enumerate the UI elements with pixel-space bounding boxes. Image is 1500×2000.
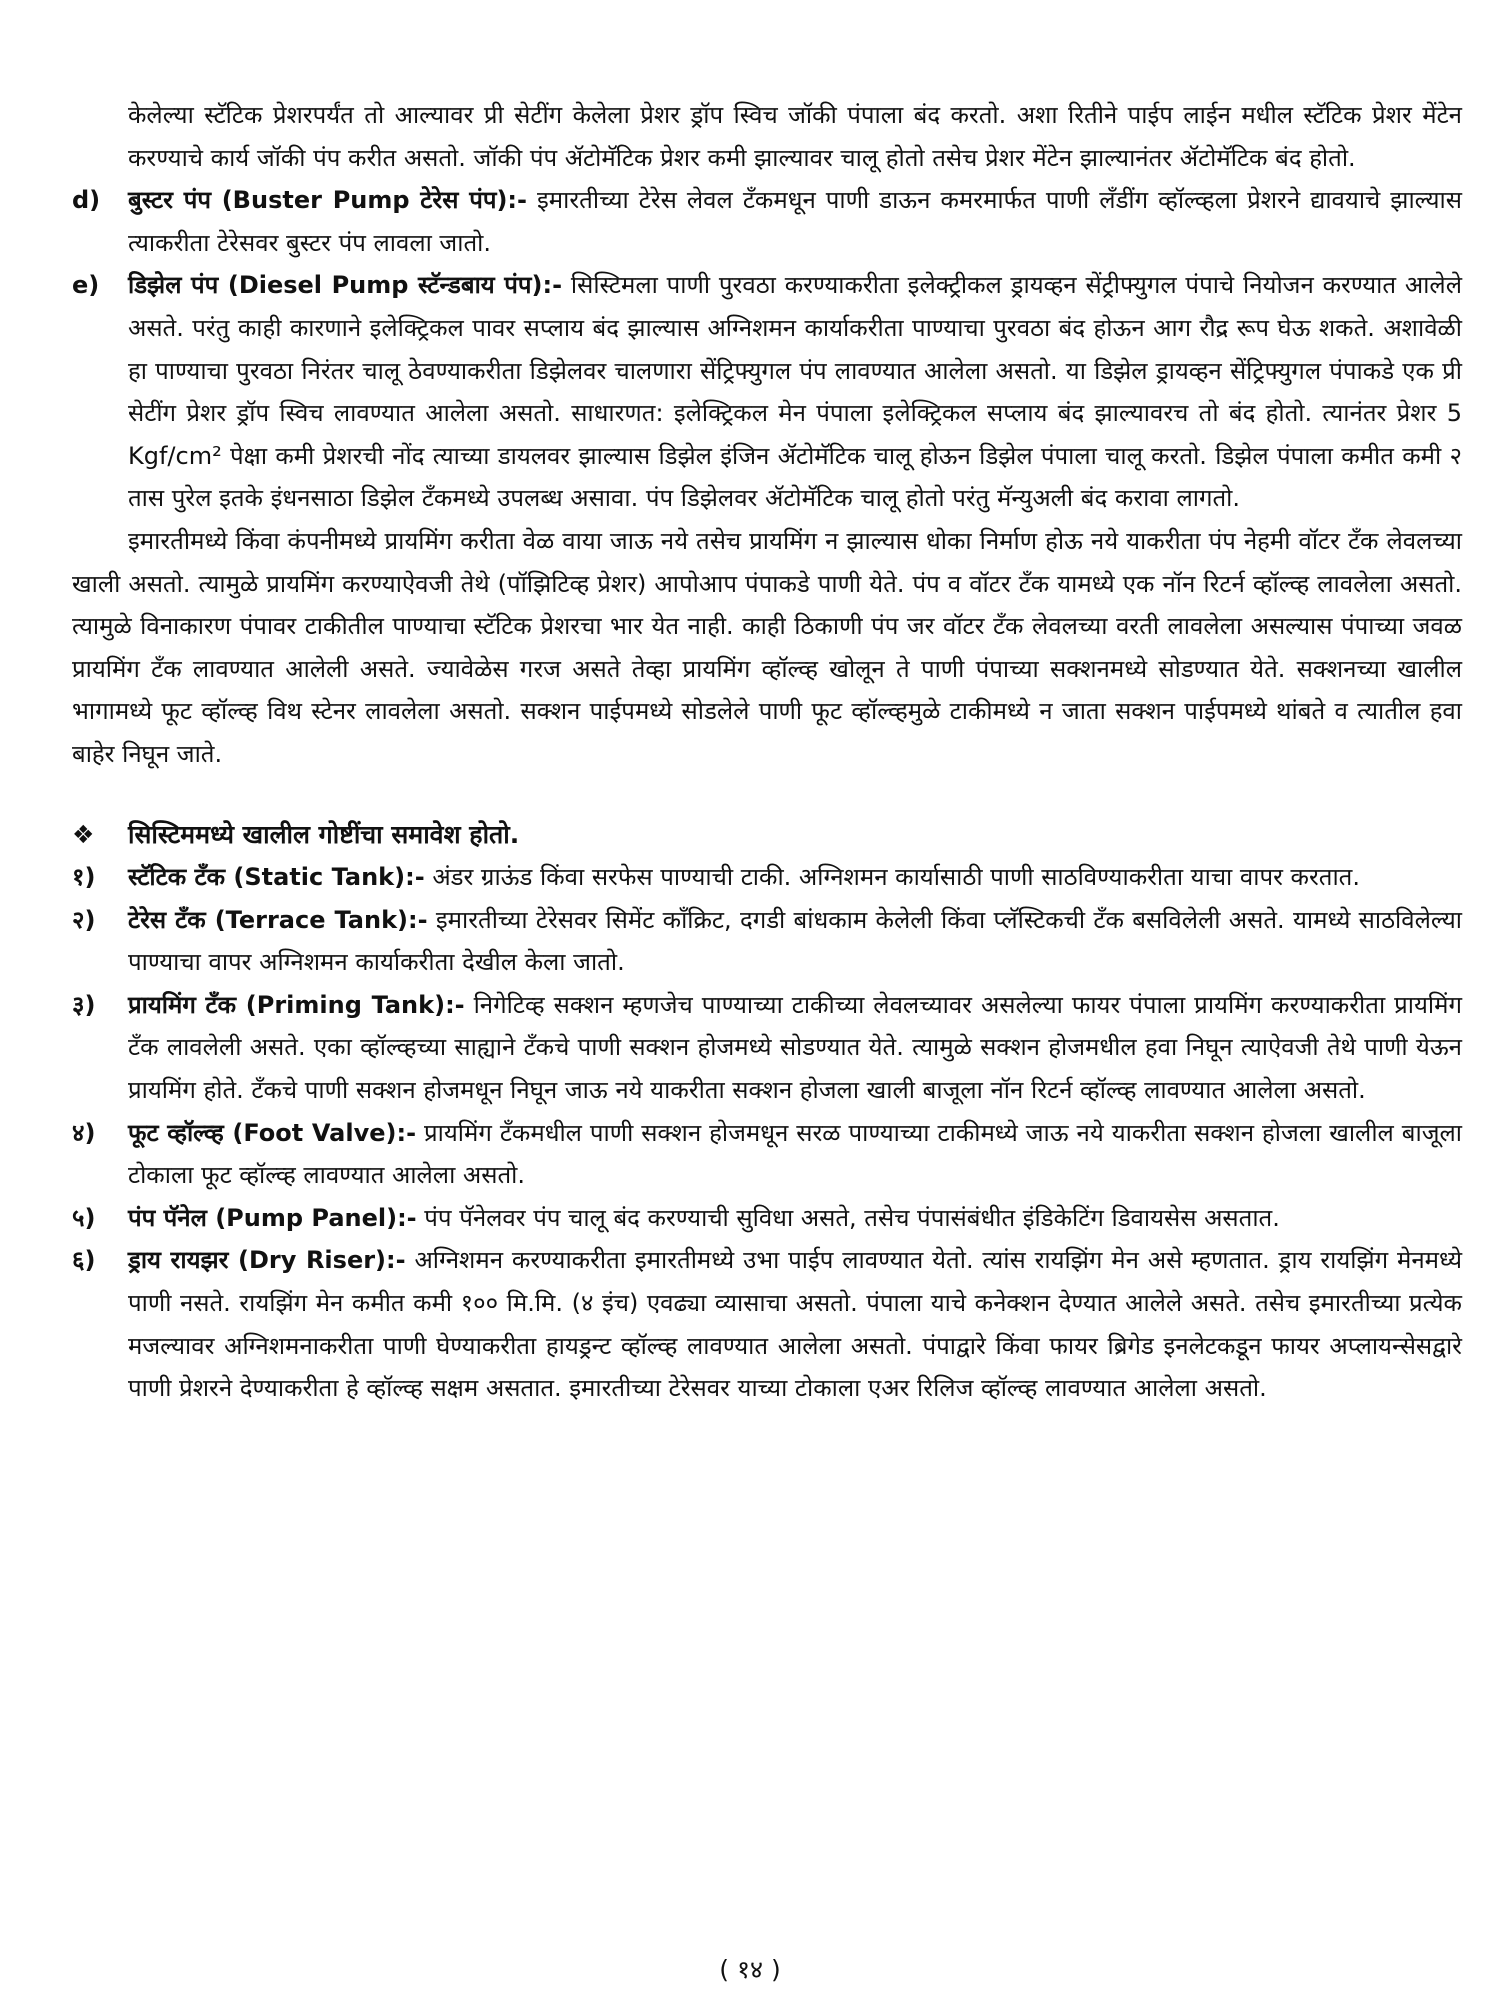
item-label: d): [72, 186, 101, 215]
item-heading: स्टॅटिक टँक (Static Tank):-: [128, 863, 425, 892]
item-heading: डिझेल पंप (Diesel Pump स्टॅन्डबाय पंप):-: [128, 271, 563, 300]
page-number: ( १४ ): [719, 1955, 781, 1984]
item-text: प्रायमिंग टँकमधील पाणी सक्शन होजमधून सरळ पाण्याच्या टाकीमध्ये जाऊ नये याकरीता सक्शन होजला खालील बाजूला टोकाला फूट व्हॉल्व्ह लावण्यात आलेला असतो.: [128, 1118, 1462, 1190]
page-content: [72, 94, 1462, 1410]
item-body: [128, 899, 1462, 984]
component-item-dry-riser: [72, 1239, 1462, 1409]
item-body: [128, 179, 1462, 264]
item-body: [128, 984, 1462, 1112]
pump-item-buster: [72, 179, 1462, 264]
item-text: सिस्टिमला पाणी पुरवठा करण्याकरीता इलेक्ट्रीकल ड्रायव्हन सेंट्रीफ्युगल पंपाचे नियोजन करण्यात आलेले असते. परंतु काही कारणाने इलेक्ट्रिकल पावर सप्लाय बंद झाल्यास अग्निशमन कार्याकरीता पाण्याचा पुरवठा बंद होऊन आग रौद्र रूप घेऊ शकते. अशावेळी हा पाण्याचा पुरवठा निरंतर चालू ठेवण्याकरीता डिझेलवर चालणारा सेंट्रिफ्युगल पंप लावण्यात आलेला असतो. या डिझेल ड्रायव्हन सेंट्रिफ्युगल पंपाकडे एक प्री सेटींग प्रेशर ड्रॉप स्विच लावण्यात आलेला असतो. साधारणत: इलेक्ट्रिकल मेन पंपाला इलेक्ट्रिकल सप्लाय बंद झाल्यावरच तो बंद होतो. त्यानंतर प्रेशर 5 Kgf/cm² पेक्षा कमी प्रेशरची नोंद त्याच्या डायलवर झाल्यास डिझेल इंजिन ॲटोमॅटिक चालू होऊन डिझेल पंपाला चालू करतो. डिझेल पंपाला कमीत कमी २ तास पुरेल इतके इंधनसाठा डिझेल टँकमध्ये उपलब्ध असावा. पंप डिझेलवर ॲटोमॅटिक चालू होतो परंतु मॅन्युअली बंद करावा लागतो.: [128, 271, 1462, 513]
item-label: १): [72, 863, 96, 892]
item-heading: पंप पॅनेल (Pump Panel):-: [128, 1203, 417, 1232]
item-label: ६): [72, 1246, 96, 1275]
item-heading: बुस्टर पंप (Buster Pump टेरेस पंप):-: [128, 186, 527, 215]
component-item-pump-panel: [72, 1197, 1462, 1240]
item-text: इमारतीच्या टेरेस लेवल टँकमधून पाणी डाऊन कमरमार्फत पाणी लँडींग व्हॉल्व्हला प्रेशरने द्यावयाचे झाल्यास त्याकरीता टेरेसवर बुस्टर पंप लावला जातो.: [128, 186, 1462, 257]
item-heading: टेरेस टँक (Terrace Tank):-: [128, 905, 428, 934]
item-label: e): [72, 271, 100, 300]
item-body: [128, 1112, 1462, 1197]
item-text: अंडर ग्राऊंड किंवा सरफेस पाण्याची टाकी. अग्निशमन कार्यासाठी पाणी साठविण्याकरीता याचा वापर करतात.: [432, 863, 1360, 892]
item-body: [128, 1197, 1462, 1240]
item-heading: फूट व्हॉल्व्ह (Foot Valve):-: [128, 1118, 417, 1147]
component-item-priming-tank: [72, 984, 1462, 1112]
section-title: सिस्टिममध्ये खालील गोष्टींचा समावेश होतो.: [128, 819, 520, 849]
item-label: ५): [72, 1203, 96, 1232]
item-text: अग्निशमन करण्याकरीता इमारतीमध्ये उभा पाईप लावण्यात येतो. त्यांस रायझिंग मेन असे म्हणतात. ड्राय रायझिंग मेनमध्ये पाणी नसते. रायझिंग मेन कमीत कमी १०० मि.मि. (४ इंच) एवढ्या व्यासाचा असतो. पंपाला याचे कनेक्शन देण्यात आलेले असते. तसेच इमारतीच्या प्रत्येक मजल्यावर अग्निशमनाकरीता पाणी घेण्याकरीता हायड्रन्ट व्हॉल्व्ह लावण्यात आलेला असतो. पंपाद्वारे किंवा फायर ब्रिगेड इनलेटकडून फायर अप्लायन्सेसद्वारे पाणी प्रेशरने देण्याकरीता हे व्हॉल्व्ह सक्षम असतात. इमारतीच्या टेरेसवर याच्या टोकाला एअर रिलिज व्हॉल्व्ह लावण्यात आलेला असतो.: [128, 1246, 1462, 1403]
item-label: ४): [72, 1118, 96, 1147]
item-body: [128, 264, 1462, 520]
component-item-foot-valve: [72, 1112, 1462, 1197]
component-item-static-tank: [72, 856, 1462, 899]
item-text: इमारतीच्या टेरेसवर सिमेंट कॉंक्रिट, दगडी बांधकाम केलेली किंवा प्लॅस्टिकची टँक बसविलेली असते. यामध्ये साठविलेल्या पाण्याचा वापर अग्निशमन कार्याकरीता देखील केला जातो.: [128, 905, 1462, 977]
section-bullet-icon: ❖: [72, 819, 95, 849]
item-label: ३): [72, 990, 96, 1019]
item-text: निगेटिव्ह सक्शन म्हणजेच पाण्याच्या टाकीच्या लेवलच्यावर असलेल्या फायर पंपाला प्रायमिंग करण्याकरीता प्रायमिंग टँक लावलेली असते. एका व्हॉल्व्हच्या साह्याने टँकचे पाणी सक्शन होजमध्ये सोडण्यात येते. त्यामुळे सक्शन होजमधील हवा निघून त्याऐवजी तेथे पाणी येऊन प्रायमिंग होते. टँकचे पाणी सक्शन होजमधून निघून जाऊ नये याकरीता सक्शन होजला खाली बाजूला नॉन रिटर्न व्हॉल्व्ह लावण्यात आलेला असतो.: [128, 990, 1462, 1105]
item-heading: प्रायमिंग टँक (Priming Tank):-: [128, 990, 465, 1019]
intro-paragraph: केलेल्या स्टॅटिक प्रेशरपर्यंत तो आल्यावर प्री सेटींग केलेला प्रेशर ड्रॉप स्विच जॉकी पंपाला बंद करतो. अशा रितीने पाईप लाईन मधील स्टॅटिक प्रेशर मेंटेन करण्याचे कार्य जॉकी पंप करीत असतो. जॉकी पंप ॲटोमॅटिक प्रेशर कमी झाल्यावर चालू होतो तसेच प्रेशर मेंटेन झाल्यानंतर ॲटोमॅटिक बंद होतो.: [128, 101, 1462, 172]
pump-item-diesel: [72, 264, 1462, 520]
item-label: २): [72, 905, 96, 934]
item-body: [128, 1239, 1462, 1409]
component-item-terrace-tank: [72, 899, 1462, 984]
item-text: पंप पॅनेलवर पंप चालू बंद करण्याची सुविधा असते, तसेच पंपासंबंधीत इंडिकेटिंग डिवायसेस असतात.: [424, 1203, 1280, 1232]
item-heading: ड्राय रायझर (Dry Riser):-: [128, 1246, 406, 1275]
section-heading: [72, 814, 1462, 857]
priming-paragraph: इमारतीमध्ये किंवा कंपनीमध्ये प्रायमिंग करीता वेळ वाया जाऊ नये तसेच प्रायमिंग न झाल्यास धोका निर्माण होऊ नये याकरीता पंप नेहमी वॉटर टँक लेवलच्या खाली असतो. त्यामुळे प्रायमिंग करण्याऐवजी तेथे (पॉझिटिव्ह प्रेशर) आपोआप पंपाकडे पाणी येते. पंप व वॉटर टँक यामध्ये एक नॉन रिटर्न व्हॉल्व्ह लावलेला असतो. त्यामुळे विनाकारण पंपावर टाकीतील पाण्याचा स्टॅटिक प्रेशरचा भार येत नाही. काही ठिकाणी पंप जर वॉटर टँक लेवलच्या वरती लावलेला असल्यास पंपाच्या जवळ प्रायमिंग टँक लावण्यात आलेली असते. ज्यावेळेस गरज असते तेव्हा प्रायमिंग व्हॉल्व्ह खोलून ते पाणी पंपाच्या सक्शनमध्ये सोडण्यात येते. सक्शनच्या खालील भागामध्ये फूट व्हॉल्व्ह विथ स्टेनर लावलेला असतो. सक्शन पाईपमध्ये सोडलेले पाणी फूट व्हॉल्व्हमुळे टाकीमध्ये न जाता सक्शन पाईपमध्ये थांबते व त्यातील हवा बाहेर निघून जाते.: [72, 526, 1462, 768]
item-body: [128, 856, 1462, 899]
